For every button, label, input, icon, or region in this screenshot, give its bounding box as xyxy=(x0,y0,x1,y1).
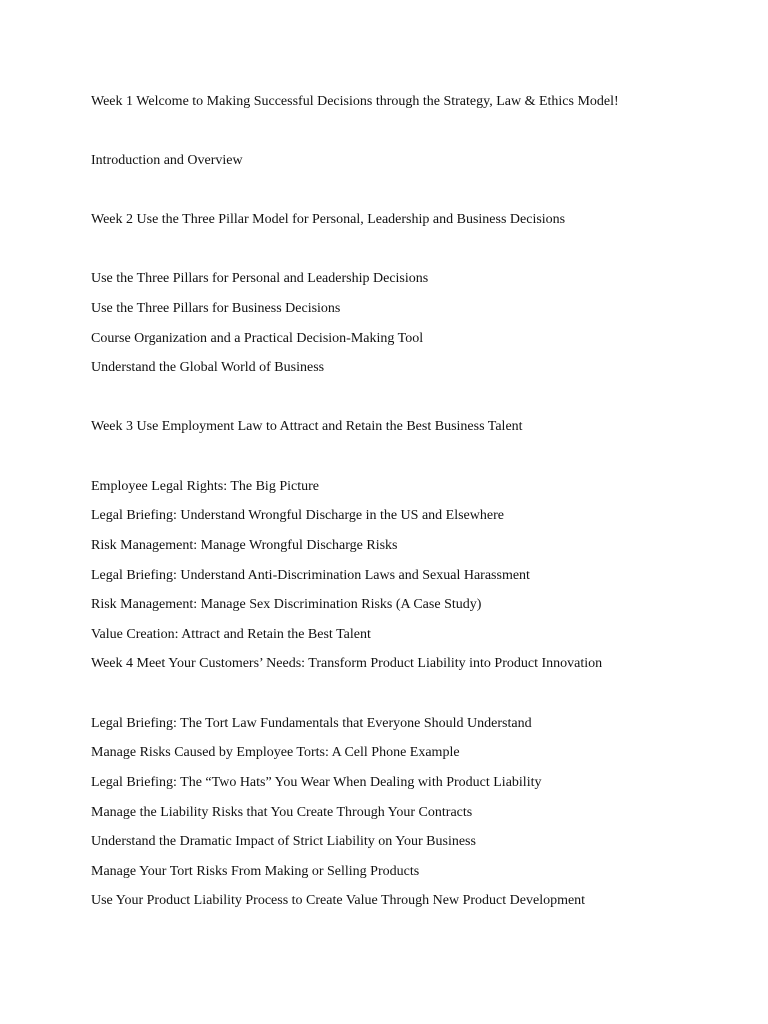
week3-item: Risk Management: Manage Sex Discrimination Risks (A Case Study) xyxy=(91,597,482,612)
week4-item: Manage the Liability Risks that You Create Through Your Contracts xyxy=(91,805,473,820)
week4-item: Manage Risks Caused by Employee Torts: A Cell Phone Example xyxy=(91,745,460,760)
week3-heading: Week 3 Use Employment Law to Attract and Retain the Best Business Talent xyxy=(91,419,523,434)
week3-item: Legal Briefing: Understand Anti-Discrimination Laws and Sexual Harassment xyxy=(91,568,530,583)
week4-item: Manage Your Tort Risks From Making or Selling Products xyxy=(91,864,420,879)
week3-item: Value Creation: Attract and Retain the Best Talent xyxy=(91,627,371,642)
week2-heading: Week 2 Use the Three Pillar Model for Personal, Leadership and Business Decisions xyxy=(91,212,566,227)
week2-item: Use the Three Pillars for Business Decisions xyxy=(91,301,341,316)
week2-item: Course Organization and a Practical Decision-Making Tool xyxy=(91,331,424,346)
week3-item: Employee Legal Rights: The Big Picture xyxy=(91,479,319,494)
week4-item: Understand the Dramatic Impact of Strict Liability on Your Business xyxy=(91,834,476,849)
week3-item: Legal Briefing: Understand Wrongful Discharge in the US and Elsewhere xyxy=(91,508,504,523)
week1-item: Introduction and Overview xyxy=(91,153,243,168)
week4-heading: Week 4 Meet Your Customers’ Needs: Transform Product Liability into Product Innovation xyxy=(91,656,603,671)
week2-item: Understand the Global World of Business xyxy=(91,360,325,375)
week1-heading: Week 1 Welcome to Making Successful Decisions through the Strategy, Law & Ethics Model! xyxy=(91,94,619,109)
week3-item: Risk Management: Manage Wrongful Discharge Risks xyxy=(91,538,398,553)
week2-item: Use the Three Pillars for Personal and Leadership Decisions xyxy=(91,271,429,286)
week4-item: Use Your Product Liability Process to Create Value Through New Product Development xyxy=(91,893,586,908)
week4-item: Legal Briefing: The “Two Hats” You Wear When Dealing with Product Liability xyxy=(91,775,542,790)
week4-item: Legal Briefing: The Tort Law Fundamentals that Everyone Should Understand xyxy=(91,716,532,731)
